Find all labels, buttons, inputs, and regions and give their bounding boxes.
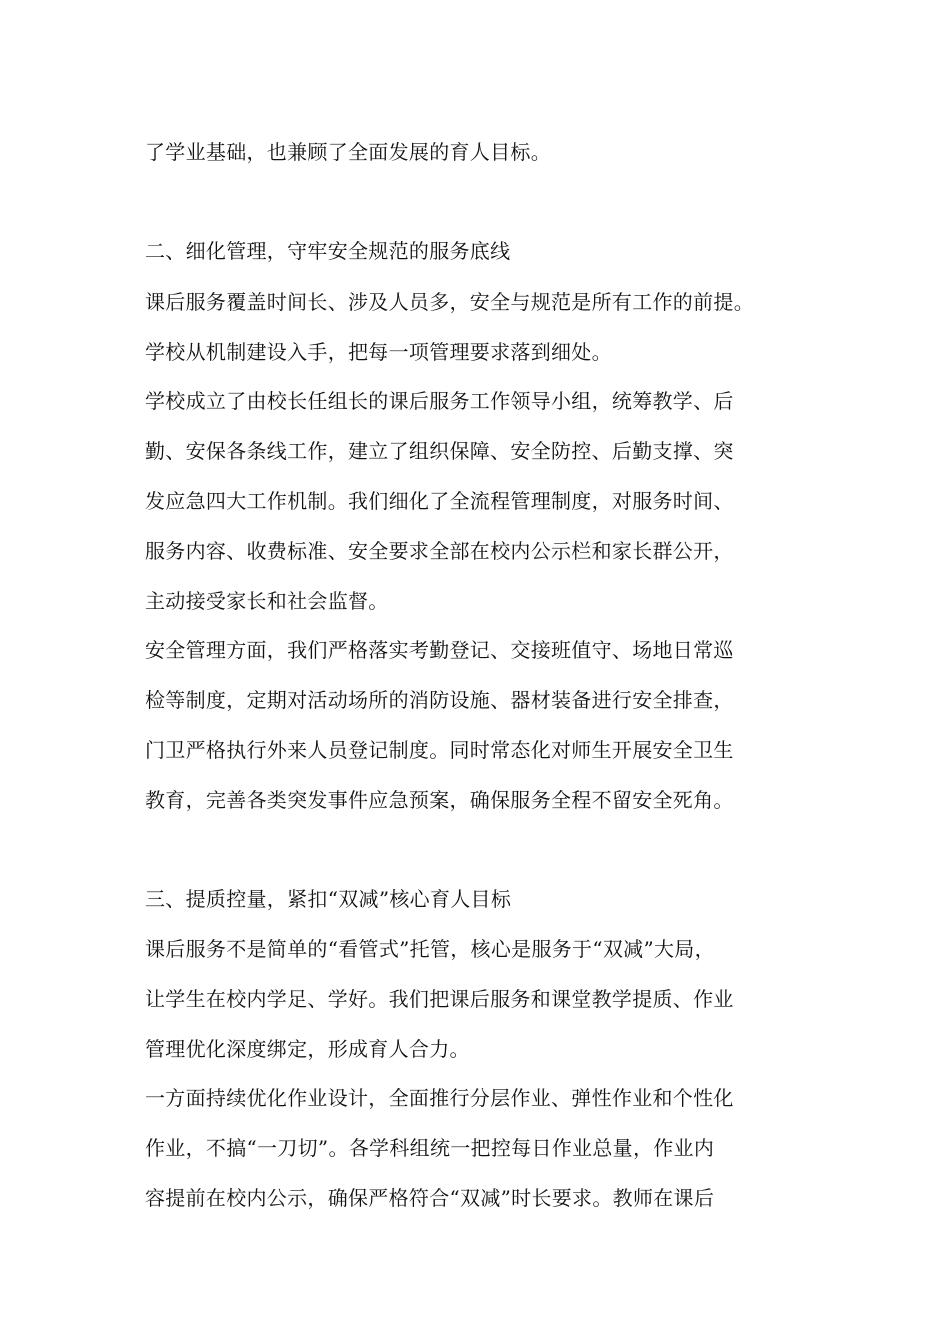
paragraph-line: 学校成立了由校长任组长的课后服务工作领导小组，统筹教学、后 bbox=[145, 389, 734, 413]
paragraph-line: 一方面持续优化作业设计，全面推行分层作业、弹性作业和个性化 bbox=[145, 1086, 734, 1110]
paragraph-line: 主动接受家长和社会监督。 bbox=[145, 589, 389, 613]
paragraph-line: 门卫严格执行外来人员登记制度。同时常态化对师生开展安全卫生 bbox=[145, 738, 734, 762]
paragraph-line: 学校从机制建设入手，把每一项管理要求落到细处。 bbox=[145, 340, 612, 364]
paragraph-line: 勤、安保各条线工作，建立了组织保障、安全防控、后勤支撑、突 bbox=[145, 439, 734, 463]
paragraph-line: 课后服务不是简单的“看管式”托管，核心是服务于“双减”大局， bbox=[145, 937, 715, 961]
paragraph-line: 让学生在校内学足、学好。我们把课后服务和课堂教学提质、作业 bbox=[145, 987, 734, 1011]
paragraph-line: 课后服务覆盖时间长、涉及人员多，安全与规范是所有工作的前提。 bbox=[145, 290, 754, 314]
paragraph-line: 容提前在校内公示，确保严格符合“双减”时长要求。教师在课后 bbox=[145, 1186, 715, 1210]
paragraph-line: 作业，不搞“一刀切”。各学科组统一把控每日作业总量，作业内 bbox=[145, 1136, 715, 1160]
paragraph-line: 教育，完善各类突发事件应急预案，确保服务全程不留安全死角。 bbox=[145, 788, 734, 812]
section-heading: 三、提质控量，紧扣“双减”核心育人目标 bbox=[145, 887, 512, 911]
paragraph-line: 服务内容、收费标准、安全要求全部在校内公示栏和家长群公开， bbox=[145, 539, 734, 563]
section-heading: 二、细化管理，守牢安全规范的服务底线 bbox=[145, 239, 511, 263]
paragraph-line: 安全管理方面，我们严格落实考勤登记、交接班值守、场地日常巡 bbox=[145, 638, 734, 662]
paragraph-line: 管理优化深度绑定，形成育人合力。 bbox=[145, 1037, 470, 1061]
paragraph-line: 检等制度，定期对活动场所的消防设施、器材装备进行安全排查， bbox=[145, 688, 734, 712]
paragraph-line: 发应急四大工作机制。我们细化了全流程管理制度，对服务时间、 bbox=[145, 489, 734, 513]
intro-line: 了学业基础，也兼顾了全面发展的育人目标。 bbox=[145, 140, 551, 164]
